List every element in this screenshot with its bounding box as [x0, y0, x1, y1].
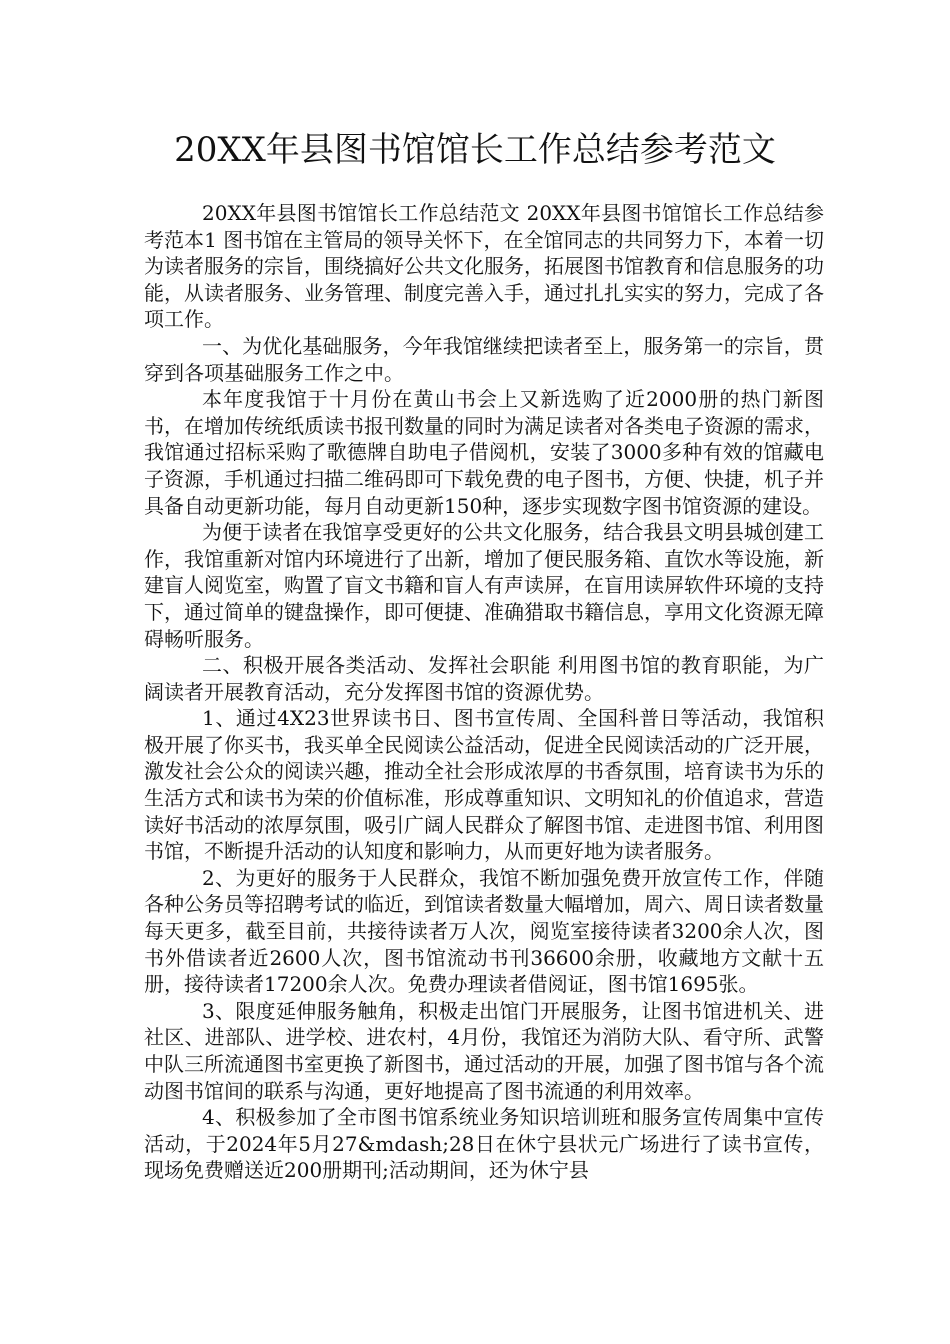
- paragraph-item-3: 3、限度延伸服务触角，积极走出馆门开展服务，让图书馆进机关、进社区、进部队、进学校、进农村，4月份，我馆还为消防大队、看守所、武警中队三所流通图书室更换了新图书，通过活动的开展，加强了图书馆与各个流动图书馆间的联系与沟通，更好地提高了图书流通的利用效率。: [144, 998, 824, 1103]
- paragraph-environment: 为便于读者在我馆享受更好的公共文化服务，结合我县文明县城创建工作，我馆重新对馆内环境进行了出新，增加了便民服务箱、直饮水等设施，新建盲人阅览室，购置了盲文书籍和盲人有声读屏，在盲用读屏软件环境的支持下，通过简单的键盘操作，即可便捷、准确猎取书籍信息，享用文化资源无障碍畅听服务。: [144, 520, 824, 651]
- document-body: [144, 200, 824, 1184]
- document-title: 20XX年县图书馆馆长工作总结参考范文: [174, 130, 776, 170]
- paragraph-item-4: 4、积极参加了全市图书馆系统业务知识培训班和服务宣传周集中宣传活动，于2024年5月27&mdash;28日在休宁县状元广场进行了读书宣传，现场免费赠送近200册期刊;活动期间，还为休宁县: [144, 1105, 824, 1183]
- paragraph-intro: 20XX年县图书馆馆长工作总结范文 20XX年县图书馆馆长工作总结参考范本1 图书馆在主管局的领导关怀下，在全馆同志的共同努力下，本着一切为读者服务的宗旨，围绕搞好公共文化服务，拓展图书馆教育和信息服务的功能，从读者服务、业务管理、制度完善入手，通过扎扎实实的努力，完成了各项工作。: [144, 201, 824, 332]
- paragraph-section-2: 二、积极开展各类活动、发挥社会职能 利用图书馆的教育职能，为广阔读者开展教育活动，充分发挥图书馆的资源优势。: [144, 653, 824, 704]
- paragraph-new-books: 本年度我馆于十月份在黄山书会上又新选购了近2000册的热门新图书，在增加传统纸质读书报刊数量的同时为满足读者对各类电子资源的需求，我馆通过招标采购了歌德牌自助电子借阅机，安装了3000多种有效的馆藏电子资源，手机通过扫描二维码即可下载免费的电子图书，方便、快捷，机子并具备自动更新功能，每月自动更新150种，逐步实现数字图书馆资源的建设。: [144, 387, 824, 518]
- paragraph-item-1: 1、通过4X23世界读书日、图书宣传周、全国科普日等活动，我馆积极开展了你买书，我买单全民阅读公益活动，促进全民阅读活动的广泛开展，激发社会公众的阅读兴趣，推动全社会形成浓厚的书香氛围，培育读书为乐的生活方式和读书为荣的价值标准，形成尊重知识、文明知礼的价值追求，营造读好书活动的浓厚氛围，吸引广阔人民群众了解图书馆、走进图书馆、利用图书馆，不断提升活动的认知度和影响力，从而更好地为读者服务。: [144, 706, 824, 864]
- paragraph-section-1: 一、为优化基础服务，今年我馆继续把读者至上，服务第一的宗旨，贯穿到各项基础服务工作之中。: [144, 333, 824, 385]
- paragraph-item-2: 2、为更好的服务于人民群众，我馆不断加强免费开放宣传工作，伴随各种公务员等招聘考试的临近，到馆读者数量大幅增加，周六、周日读者数量每天更多，截至目前，共接待读者万人次，阅览室接待读者3200余人次，图书外借读者近2600人次，图书馆流动书刊36600余册，收藏地方文献十五册，接待读者17200余人次。免费办理读者借阅证，图书馆1695张。: [144, 865, 824, 997]
